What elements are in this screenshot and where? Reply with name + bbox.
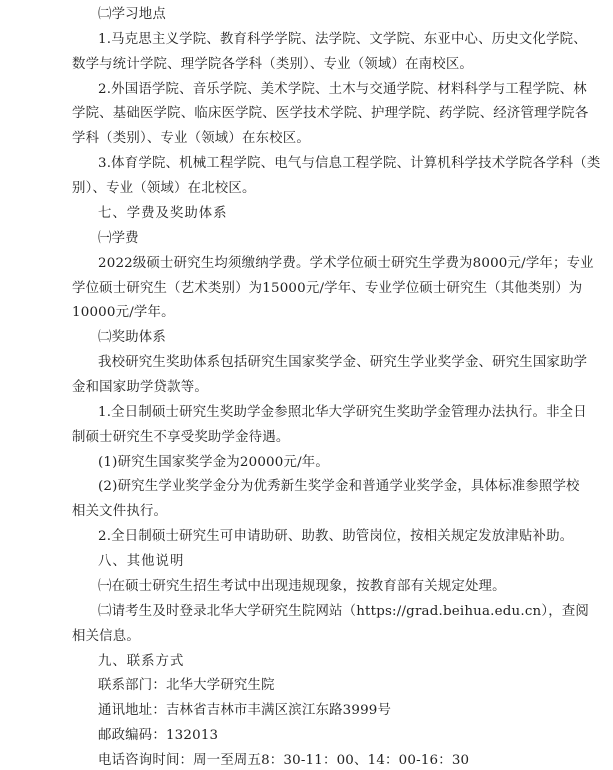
- other-item-2-line-1: ㈡请考生及时登录北华大学研究生院网站（https://grad.beihua.edu.cn），查阅: [98, 604, 589, 619]
- contact-postcode: 邮政编码：132013: [98, 728, 219, 743]
- tuition-text-line-3: 10000元/学年。: [72, 305, 175, 320]
- location-item-3-line-1: 3.体育学院、机械工程学院、电气与信息工程学院、计算机科学技术学院各学科（类: [98, 156, 601, 171]
- award-intro-line-1: 我校研究生奖助体系包括研究生国家奖学金、研究生学业奖学金、研究生国家助学: [98, 355, 588, 370]
- location-item-2-line-2: 学院、基础医学院、临床医学院、医学技术学院、护理学院、药学院、经济管理学院各: [72, 106, 589, 121]
- award-intro-line-2: 金和国家助学贷款等。: [72, 380, 208, 395]
- award-heading: ㈡奖助体系: [98, 330, 166, 345]
- award-item-1a: (1)研究生国家奖学金为20000元/年。: [98, 455, 329, 470]
- award-item-1-line-1: 1.全日制硕士研究生奖助学金参照北华大学研究生奖助学金管理办法执行。非全日: [98, 405, 587, 420]
- location-item-2-line-3: 学科（类别）、专业（领域）在东校区。: [72, 131, 310, 146]
- award-item-1b-line-2: 相关文件执行。: [72, 504, 168, 519]
- contact-department: 联系部门：北华大学研究生院: [98, 678, 275, 693]
- section-7-title: 七、学费及奖助体系: [98, 206, 228, 221]
- tuition-text-line-2: 学位硕士研究生（艺术类别）为15000元/学年、专业学位硕士研究生（其他类别）为: [72, 281, 583, 296]
- award-item-1b-line-1: (2)研究生学业奖学金分为优秀新生奖学金和普通学业奖学金，具体标准参照学校: [98, 479, 580, 494]
- other-item-2-line-2: 相关信息。: [72, 629, 140, 644]
- award-item-2: 2.全日制硕士研究生可申请助研、助教、助管岗位，按相关规定发放津贴补助。: [98, 529, 574, 544]
- tuition-heading: ㈠学费: [98, 231, 139, 246]
- section-8-title: 八、其他说明: [98, 554, 185, 569]
- location-heading: ㈡学习地点: [98, 7, 166, 22]
- location-item-1-line-1: 1.马克思主义学院、教育科学学院、法学院、文学院、东亚中心、历史文化学院、: [98, 32, 587, 47]
- award-item-1-line-2: 制硕士研究生不享受奖助学金待遇。: [72, 430, 290, 445]
- tuition-text-line-1: 2022级硕士研究生均须缴纳学费。学术学位硕士研究生学费为8000元/学年；专业: [98, 256, 594, 271]
- contact-address: 通讯地址：吉林省吉林市丰满区滨江东路3999号: [98, 703, 392, 718]
- location-item-2-line-1: 2.外国语学院、音乐学院、美术学院、土木与交通学院、材料科学与工程学院、林: [98, 82, 587, 97]
- other-item-1: ㈠在硕士研究生招生考试中出现违规现象，按教育部有关规定处理。: [98, 579, 506, 594]
- location-item-3-line-2: 别）、专业（领域）在北校区。: [72, 181, 256, 196]
- section-9-title: 九、联系方式: [98, 654, 185, 669]
- contact-hours: 电话咨询时间：周一至周五8：30-11：00、14：00-16：30: [98, 753, 470, 768]
- location-item-1-line-2: 数学与统计学院、理学院各学科（类别）、专业（领域）在南校区。: [72, 57, 474, 72]
